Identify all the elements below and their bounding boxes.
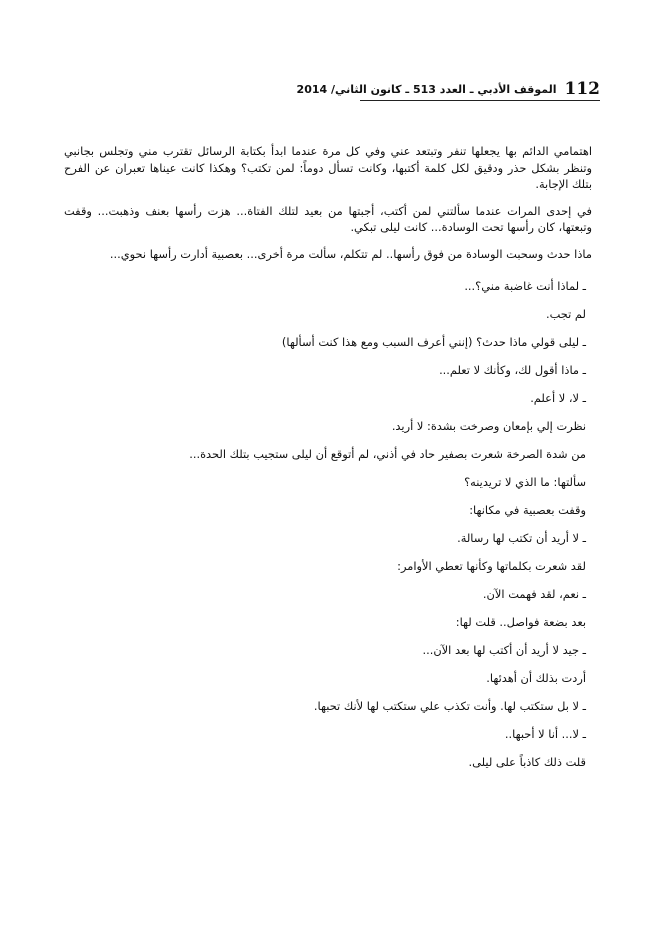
dialogue-line: نظرت إلي بإمعان وصرخت بشدة: لا أريد. [391, 419, 586, 433]
dialogue-line: لم تجب. [545, 307, 586, 321]
dialogue-line: ـ ماذا أقول لك، وكأنك لا تعلم... [439, 363, 586, 377]
story-text [64, 143, 592, 776]
dialogue-line: ـ لماذا أنت غاضبة مني؟... [464, 279, 586, 293]
page-header [296, 74, 600, 100]
paragraph: ماذا حدث وسحبت الوسادة من فوق رأسها.. لم تتكلم، سألت مرة أخرى... بعصبية أدارت رأسها نحوي... [109, 246, 592, 261]
page-number: 112 [564, 79, 600, 99]
dialogue-line: ـ جيد لا أريد أن أكتب لها بعد الآن... [422, 643, 586, 657]
dialogue-line: ـ نعم، لقد فهمت الآن. [482, 587, 586, 601]
header-rule [360, 100, 600, 101]
dialogue-line: أردت بذلك أن أهدئها. [486, 671, 586, 685]
dialogue-line: وقفت بعصبية في مكانها: [469, 503, 586, 517]
paragraph: في إحدى المرات عندما سألتني لمن أكتب، أجبتها من بعيد لتلك الفتاة... هزت رأسها بعنف وذهبت... وقفت وتبعتها، كان رأسها تحت الوسادة... كانت ليلى تبكي. [64, 203, 592, 234]
dialogue-line: من شدة الصرخة شعرت بصفير حاد في أذني، لم أتوقع أن ليلى ستجيب بتلك الحدة... [189, 447, 586, 461]
paragraph: اهتمامي الدائم بها يجعلها تنفر وتبتعد عني وفي كل مرة عندما ابدأ بكتابة الرسائل تقترب مني وتجلس بجانبي وتنظر بشكل حذر ودقيق لكل كلمة أكتبها، وكانت تسأل دوماً: لمن تكتب؟ وهكذا كانت عيناها تعبران عن الفرح بتلك الإجابة. [64, 144, 592, 191]
dialogue-line: لقد شعرت بكلماتها وكأنها تعطي الأوامر: [397, 559, 586, 573]
dialogue-line: ـ لا، لا أعلم. [530, 391, 586, 405]
dialogue-line: ـ لا بل ستكتب لها. وأنت تكذب علي ستكتب لها لأنك تحبها. [313, 699, 586, 713]
dialogue-line: قلت ذلك كاذباً على ليلى. [468, 755, 586, 769]
dialogue-line: بعد بضعة فواصل.. قلت لها: [455, 615, 586, 629]
dialogue-line: ـ لا أريد أن تكتب لها رسالة. [457, 531, 586, 545]
dialogue-line: سألتها: ما الذي لا تريدينه؟ [464, 475, 586, 489]
dialogue-line: ـ لا... أنا لا أحبها.. [504, 727, 586, 741]
dialogue-line: ـ ليلى قولي ماذا حدث؟ (إنني أعرف السبب ومع هذا كنت أسألها) [281, 335, 586, 349]
running-title: الموقف الأدبي ـ العدد 513 ـ كانون الثاني/ 2014 [296, 83, 557, 96]
